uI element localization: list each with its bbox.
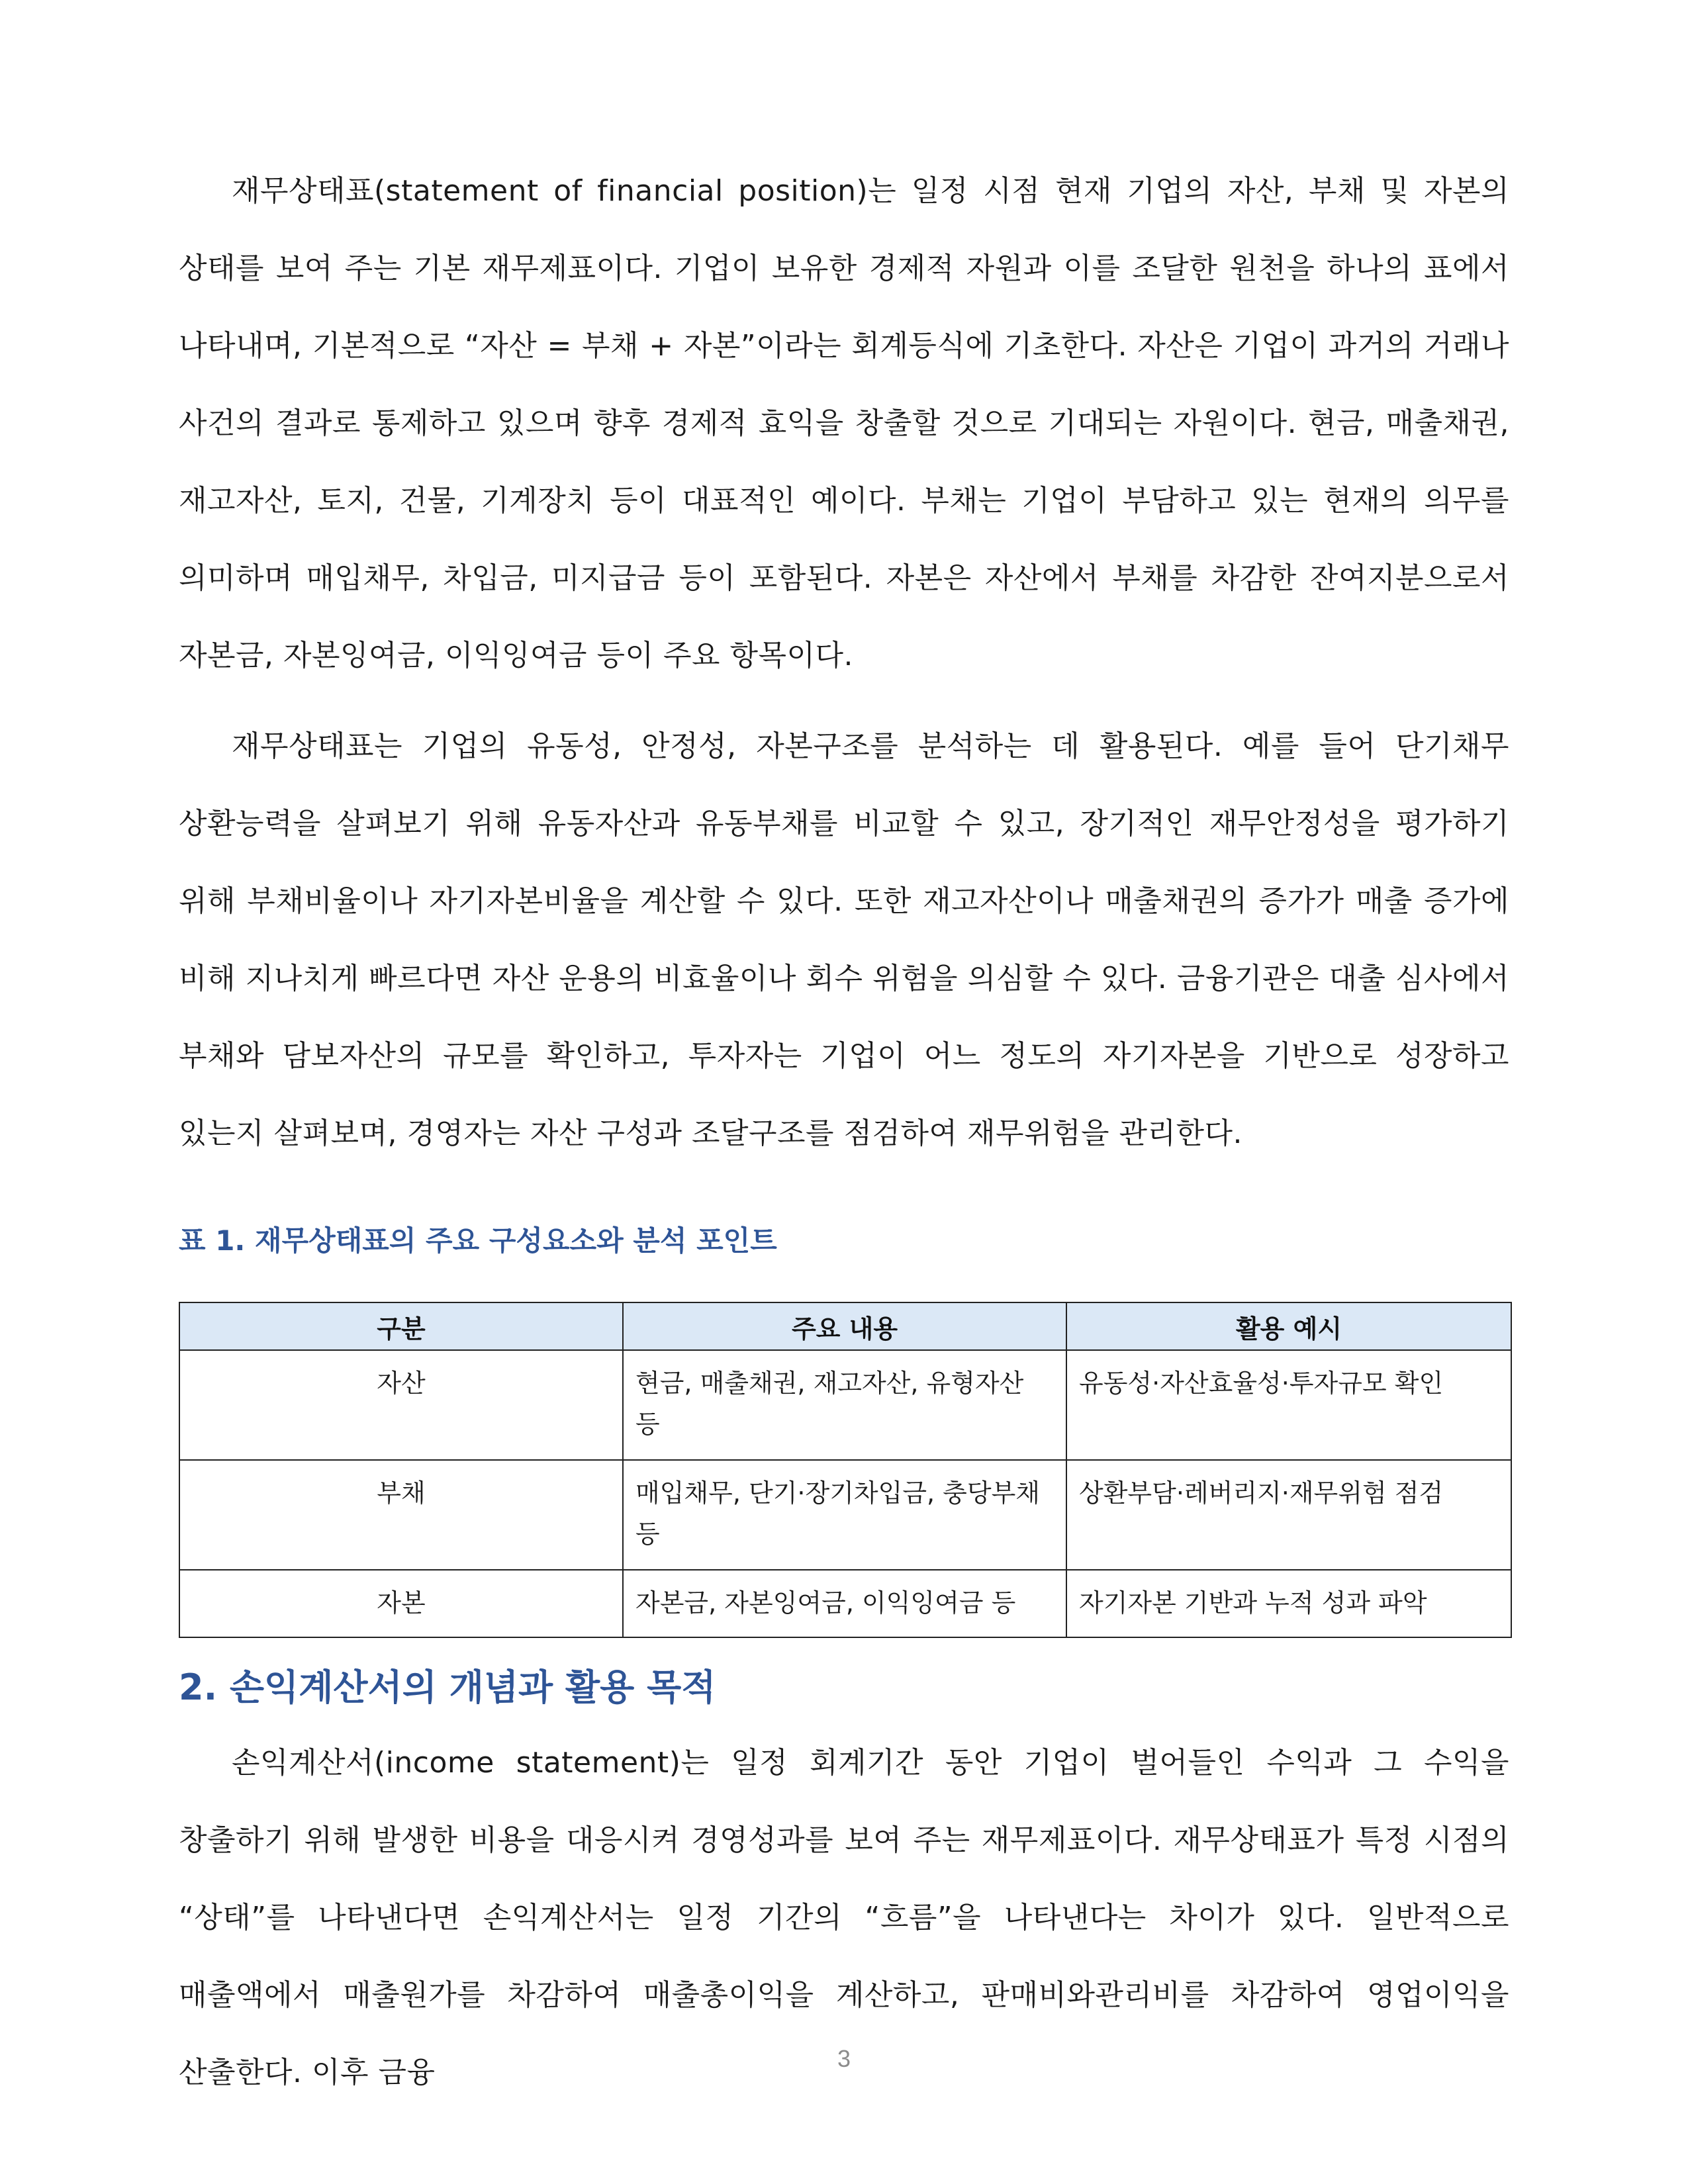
table-cell-category: 자산	[179, 1350, 623, 1460]
table-header-cell: 활용 예시	[1066, 1302, 1511, 1350]
table-cell-category: 자본	[179, 1570, 623, 1637]
table-row	[179, 1350, 1511, 1460]
body-paragraph-3: 손익계산서(income statement)는 일정 회계기간 동안 기업이 벌어들인 수익과 그 수익을 창출하기 위해 발생한 비용을 대응시켜 경영성과를 보여 주는 재무제표이다. 재무상태표가 특정 시점의 “상태”를 나타낸다면 손익계산서는 일정 기간의 “흐름”을 나타낸다는 차이가 있다. 일반적으로 매출액에서 매출원가를 차감하여 매출총이익을 계산하고, 판매비와관리비를 차감하여 영업이익을 산출한다. 이후 금융	[179, 1746, 1510, 2089]
table-cell-usage: 유동성·자산효율성·투자규모 확인	[1066, 1350, 1511, 1460]
body-paragraph-2: 재무상태표는 기업의 유동성, 안정성, 자본구조를 분석하는 데 활용된다. 예를 들어 단기채무 상환능력을 살펴보기 위해 유동자산과 유동부채를 비교할 수 있고, 장기적인 재무안정성을 평가하기 위해 부채비율이나 자기자본비율을 계산할 수 있다. 또한 재고자산이나 매출채권의 증가가 매출 증가에 비해 지나치게 빠르다면 자산 운용의 비효율이나 회수 위험을 의심할 수 있다. 금융기관은 대출 심사에서 부채와 담보자산의 규모를 확인하고, 투자자는 기업이 어느 정도의 자기자본을 기반으로 성장하고 있는지 살펴보며, 경영자는 자산 구성과 조달구조를 점검하여 재무위험을 관리한다.	[179, 729, 1510, 1150]
table-cell-content: 자본금, 자본잉여금, 이익잉여금 등	[623, 1570, 1066, 1637]
table-row	[179, 1460, 1511, 1570]
table-cell-usage: 상환부담·레버리지·재무위험 점검	[1066, 1460, 1511, 1570]
body-paragraph-1: 재무상태표(statement of financial position)는 일정 시점 현재 기업의 자산, 부채 및 자본의 상태를 보여 주는 기본 재무제표이다. 기업이 보유한 경제적 자원과 이를 조달한 원천을 하나의 표에서 나타내며, 기본적으로 “자산 = 부채 + 자본”이라는 회계등식에 기초한다. 자산은 기업이 과거의 거래나 사건의 결과로 통제하고 있으며 향후 경제적 효익을 창출할 것으로 기대되는 자원이다. 현금, 매출채권, 재고자산, 토지, 건물, 기계장치 등이 대표적인 예이다. 부채는 기업이 부담하고 있는 현재의 의무를 의미하며 매입채무, 차입금, 미지급금 등이 포함된다. 자본은 자산에서 부채를 차감한 잔여지분으로서 자본금, 자본잉여금, 이익잉여금 등이 주요 항목이다.	[179, 174, 1509, 672]
table-row	[179, 1570, 1511, 1637]
document-page	[179, 152, 1509, 2111]
table-caption: 표 1. 재무상태표의 주요 구성요소와 분석 포인트	[179, 1224, 777, 1257]
table-cell-content: 현금, 매출채권, 재고자산, 유형자산 등	[623, 1350, 1066, 1460]
table-header-cell: 주요 내용	[623, 1302, 1066, 1350]
table-header-cell: 구분	[179, 1302, 623, 1350]
table-cell-content: 매입채무, 단기·장기차입금, 충당부채 등	[623, 1460, 1066, 1570]
components-table	[179, 1302, 1512, 1638]
table-header-row	[179, 1302, 1511, 1350]
table-cell-usage: 자기자본 기반과 누적 성과 파악	[1066, 1570, 1511, 1637]
page-number: 3	[837, 2045, 851, 2072]
table-cell-category: 부채	[179, 1460, 623, 1570]
section-heading: 2. 손익계산서의 개념과 활용 목적	[179, 1666, 716, 1708]
